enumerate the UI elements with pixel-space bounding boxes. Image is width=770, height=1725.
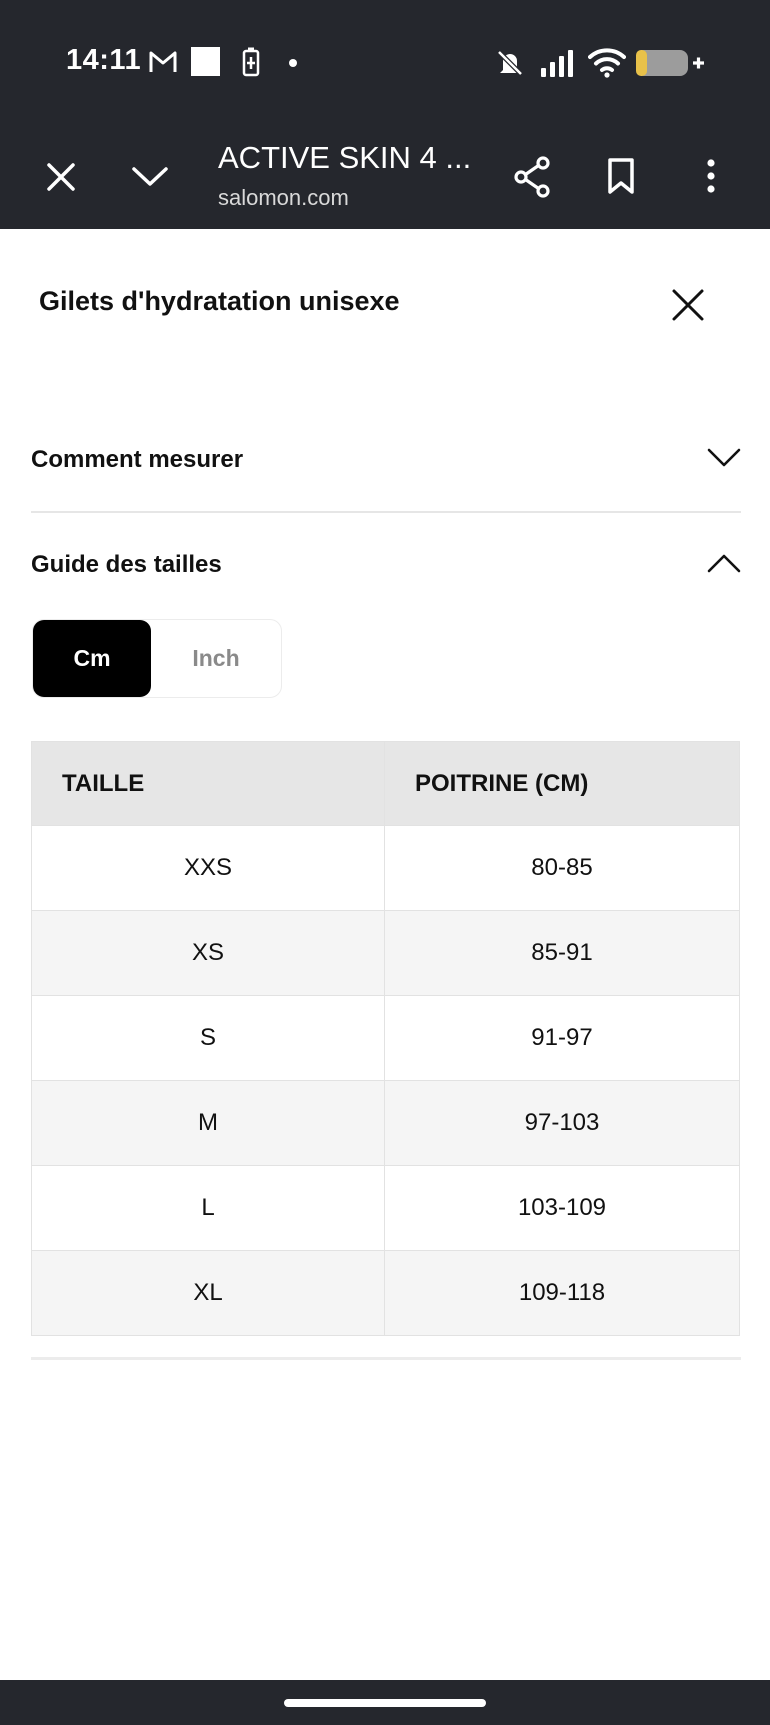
signal-icon <box>540 50 576 78</box>
accordion-label: Comment mesurer <box>31 446 244 473</box>
chest-cell: 109-118 <box>385 1251 740 1336</box>
gmail-icon <box>148 48 178 74</box>
dot-icon <box>289 59 297 67</box>
status-bar <box>0 0 770 120</box>
table-row <box>32 826 740 911</box>
chevron-down-icon <box>707 448 741 468</box>
divider <box>31 1357 741 1360</box>
home-indicator[interactable] <box>284 1699 486 1707</box>
column-header-chest: POITRINE (CM) <box>385 742 740 826</box>
square-icon <box>191 47 220 76</box>
size-cell: S <box>32 996 385 1081</box>
table-row <box>32 1166 740 1251</box>
browser-page-title[interactable]: ACTIVE SKIN 4 ... <box>218 140 472 175</box>
sheet-close-icon[interactable] <box>668 285 708 325</box>
chest-cell: 103-109 <box>385 1166 740 1251</box>
browser-url[interactable]: salomon.com <box>218 185 349 210</box>
chevron-down-icon[interactable] <box>131 166 169 188</box>
chest-cell: 85-91 <box>385 911 740 996</box>
battery-icon <box>635 47 705 79</box>
accordion-label: Guide des tailles <box>31 551 222 578</box>
chest-cell: 80-85 <box>385 826 740 911</box>
unit-toggle <box>32 619 282 698</box>
browser-top-bar <box>0 0 770 229</box>
size-cell: M <box>32 1081 385 1166</box>
accordion-size-guide[interactable] <box>31 551 741 591</box>
divider <box>31 511 741 513</box>
close-icon[interactable] <box>46 162 76 192</box>
sheet-title: Gilets d'hydratation unisexe <box>39 286 400 316</box>
wifi-icon <box>588 46 626 78</box>
share-icon[interactable] <box>513 156 551 198</box>
status-time: 14:11 <box>66 44 142 76</box>
table-header-row <box>32 742 740 826</box>
bookmark-icon[interactable] <box>607 157 635 195</box>
mute-icon <box>495 48 525 78</box>
size-cell: XXS <box>32 826 385 911</box>
chest-cell: 97-103 <box>385 1081 740 1166</box>
table-row <box>32 1081 740 1166</box>
accordion-how-to-measure[interactable] <box>31 446 741 486</box>
unit-cm-button[interactable]: Cm <box>33 620 151 697</box>
table-row <box>32 911 740 996</box>
table-row <box>32 1251 740 1336</box>
chest-cell: 91-97 <box>385 996 740 1081</box>
size-table <box>31 741 740 1336</box>
size-cell: L <box>32 1166 385 1251</box>
size-cell: XS <box>32 911 385 996</box>
more-icon[interactable] <box>706 158 716 194</box>
battery-saver-icon <box>242 47 260 77</box>
unit-inch-button[interactable]: Inch <box>192 645 240 671</box>
chevron-up-icon <box>707 553 741 573</box>
table-row <box>32 996 740 1081</box>
column-header-size: TAILLE <box>32 742 385 826</box>
size-cell: XL <box>32 1251 385 1336</box>
